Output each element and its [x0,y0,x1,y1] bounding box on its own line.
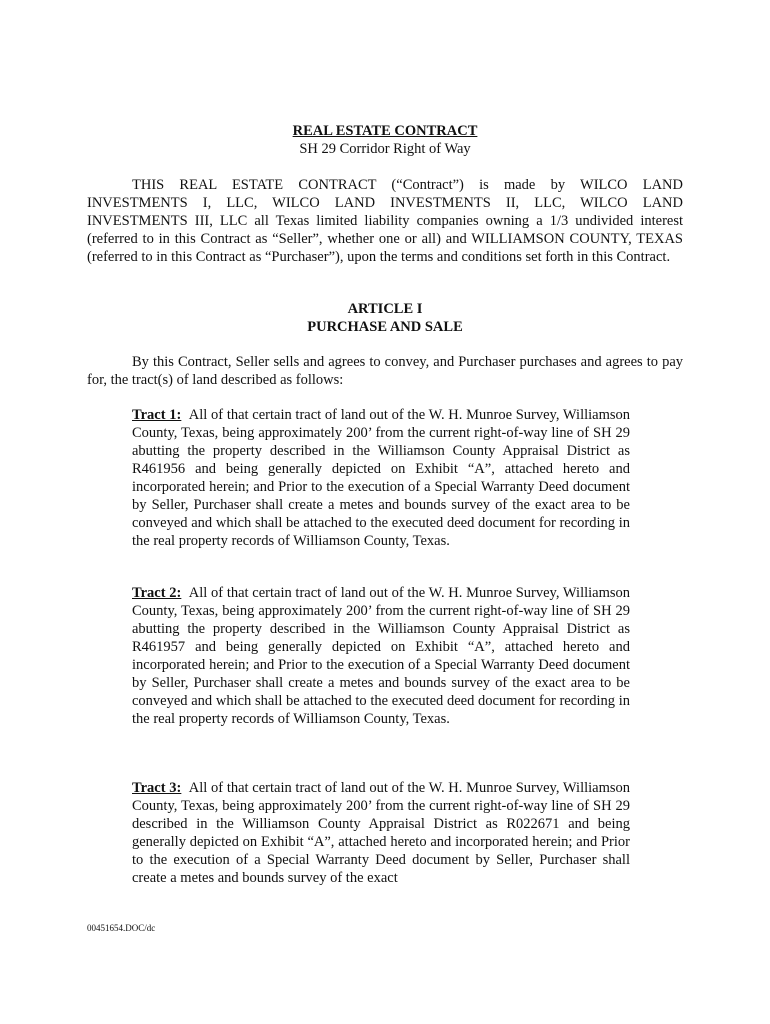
title-block [0,122,770,158]
tract-2-text: All of that certain tract of land out of the W. H. Munroe Survey, Williamson County, Texas, being approximately 200’ from the current right-of-way line of SH 29 abutting the property described in the Williamson County Appraisal District as R461957 and being generally depicted on Exhibit “A”, attached hereto and incorporated herein; and Prior to the execution of a Special Warranty Deed document by Seller, Purchaser shall create a metes and bounds survey of the exact area to be conveyed and which shall be attached to the executed deed document for recording in the real property records of Williamson County, Texas. [132,585,631,727]
tract-2-paragraph [132,584,630,728]
tract-3-label: Tract 3: [132,780,182,796]
document-footer-id: 00451654.DOC/dc [87,923,156,933]
document-subtitle: SH 29 Corridor Right of Way [299,141,471,157]
tract-3-paragraph [132,779,630,887]
tract-1-paragraph [132,406,630,550]
intro-paragraph: THIS REAL ESTATE CONTRACT (“Contract”) is made by WILCO LAND INVESTMENTS I, LLC, WILCO LAND INVESTMENTS II, LLC, WILCO LAND INVESTMENTS III, LLC all Texas limited liability companies owning a 1/3 undivided interest (referred to in this Contract as “Seller”, whether one or all) and WILLIAMSON COUNTY, TEXAS (referred to in this Contract as “Purchaser”), upon the terms and conditions set forth in this Contract. [87,177,683,265]
article-heading [0,300,770,336]
document-title: REAL ESTATE CONTRACT [292,123,478,139]
article-body-paragraph: By this Contract, Seller sells and agrees to convey, and Purchaser purchases and agrees to pay for, the tract(s) of land described as follows: [87,354,683,388]
tract-3-text: All of that certain tract of land out of the W. H. Munroe Survey, Williamson County, Texas, being approximately 200’ from the current right-of-way line of SH 29 described in the Williamson County Appraisal District as R022671 and being generally depicted on Exhibit “A”, attached hereto and incorporated herein; and Prior to the execution of a Special Warranty Deed document by Seller, Purchaser shall create a metes and bounds survey of the exact [132,780,631,886]
tract-1-label: Tract 1: [132,407,182,423]
tract-1-text: All of that certain tract of land out of the W. H. Munroe Survey, Williamson County, Texas, being approximately 200’ from the current right-of-way line of SH 29 abutting the property described in the Williamson County Appraisal District as R461956 and being generally depicted on Exhibit “A”, attached hereto and incorporated herein; and Prior to the execution of a Special Warranty Deed document by Seller, Purchaser shall create a metes and bounds survey of the exact area to be conveyed and which shall be attached to the executed deed document for recording in the real property records of Williamson County, Texas. [132,407,631,549]
tract-2-label: Tract 2: [132,585,182,601]
article-title: PURCHASE AND SALE [307,319,463,335]
article-number: ARTICLE I [347,301,423,317]
